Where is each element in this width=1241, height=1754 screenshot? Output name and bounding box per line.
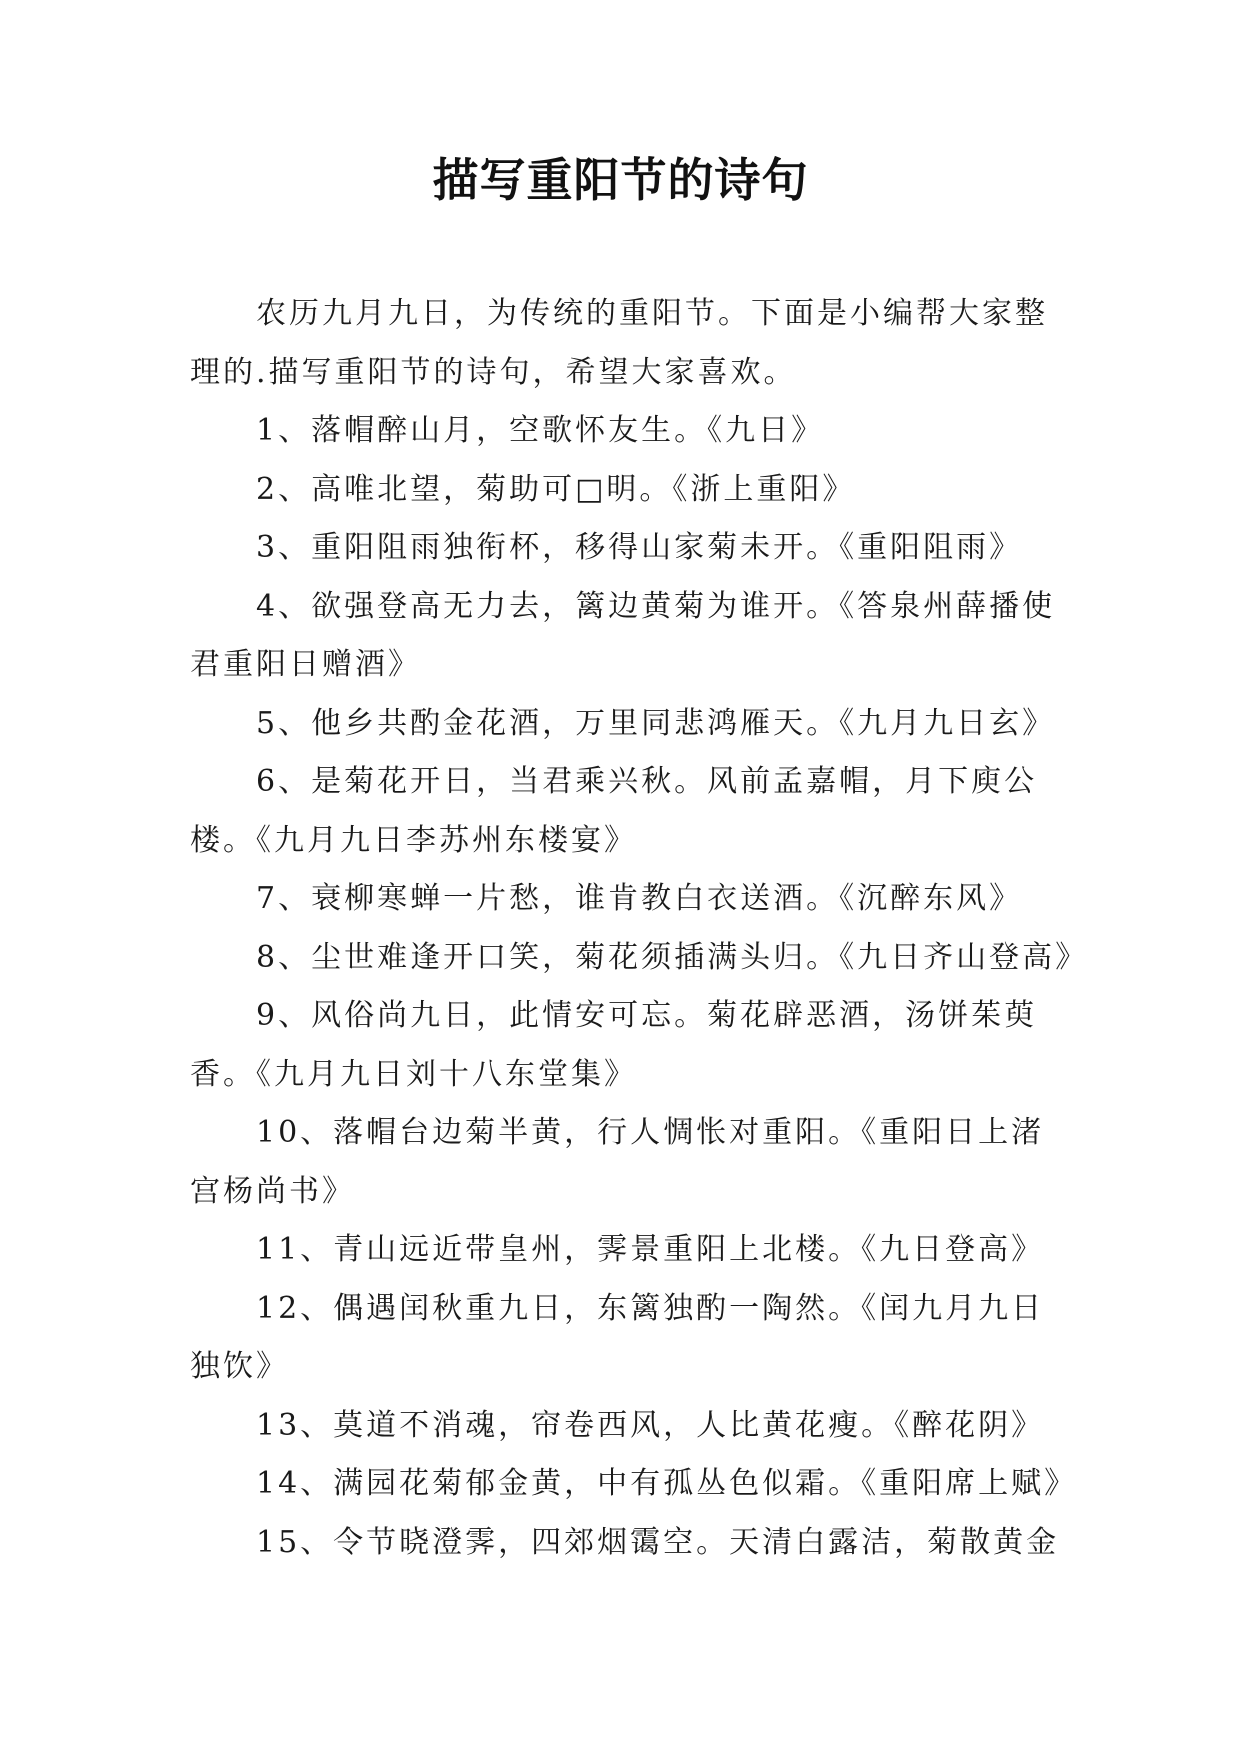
poem-item-text: 1、落帽醉山月，空歌怀友生。《九日》 [256, 413, 825, 448]
poem-item-2 [190, 461, 1070, 520]
poem-item-text: 8、尘世难逢开口笑，菊花须插满头归。《九日齐山登高》 [256, 939, 1089, 975]
poem-item-12 [190, 1280, 1070, 1397]
poem-item-text: 10、落帽台边菊半黄，行人惆怅对重阳。《重阳日上渚 [256, 1115, 1045, 1150]
poem-item-text: 15、令节晓澄霁，四郊烟霭空。天清白露洁，菊散黄金 [256, 1524, 1060, 1560]
intro-line-2: 理的.描写重阳节的诗句，希望大家喜欢。 [190, 354, 797, 390]
poem-item-15 [190, 1514, 1070, 1573]
poem-item-text: 9、风俗尚九日，此情安可忘。菊花辟恶酒，汤饼茱萸 [256, 998, 1038, 1033]
poem-item-text-cont: 君重阳日赠酒》 [190, 647, 421, 682]
intro-paragraph [190, 285, 1070, 402]
poem-item-5 [190, 695, 1070, 754]
poem-item-text: 4、欲强登高无力去，篱边黄菊为谁开。《答泉州薛播使 [256, 588, 1056, 624]
poem-item-14 [190, 1455, 1078, 1514]
document-body [190, 285, 1089, 1572]
poem-item-10 [190, 1104, 1070, 1221]
poem-item-13 [190, 1397, 1070, 1456]
poem-item-text: 12、偶遇闰秋重九日，东篱独酌一陶然。《闰九月九日 [256, 1290, 1045, 1326]
poem-item-9 [190, 987, 1070, 1104]
poem-item-text: 7、衰柳寒蝉一片愁，谁肯教白衣送酒。《沉醉东风》 [256, 881, 1023, 916]
poem-item-6 [190, 753, 1070, 870]
poem-item-4 [190, 578, 1070, 695]
poem-item-text: 3、重阳阻雨独衔杯，移得山家菊未开。《重阳阻雨》 [256, 530, 1023, 565]
poem-item-7 [190, 870, 1070, 929]
poem-item-text-cont: 宫杨尚书》 [190, 1173, 355, 1209]
poem-item-text: 5、他乡共酌金花酒，万里同悲鸿雁天。《九月九日玄》 [256, 705, 1056, 741]
intro-line-1: 农历九月九日，为传统的重阳节。下面是小编帮大家整 [256, 296, 1048, 331]
poem-item-text-cont: 楼。《九月九日李苏州东楼宴》 [190, 822, 637, 858]
poem-item-text: 2、高唯北望，菊助可□明。《浙上重阳》 [256, 471, 856, 507]
poem-item-text: 6、是菊花开日，当君乘兴秋。风前孟嘉帽，月下庾公 [256, 764, 1038, 799]
document-title: 描写重阳节的诗句 [432, 153, 809, 207]
poem-item-11 [190, 1221, 1070, 1280]
poem-item-text-cont: 独饮》 [190, 1349, 289, 1384]
poem-item-8 [190, 929, 1089, 988]
poem-item-1 [190, 402, 1070, 461]
poem-item-text: 11、青山远近带皇州，霁景重阳上北楼。《九日登高》 [256, 1232, 1045, 1267]
poem-item-text: 13、莫道不消魂，帘卷西风，人比黄花瘦。《醉花阴》 [256, 1407, 1045, 1443]
poem-item-3 [190, 519, 1070, 578]
poem-item-text-cont: 香。《九月九日刘十八东堂集》 [190, 1056, 637, 1092]
poem-item-text: 14、满园花菊郁金黄，中有孤丛色似霜。《重阳席上赋》 [256, 1466, 1078, 1501]
